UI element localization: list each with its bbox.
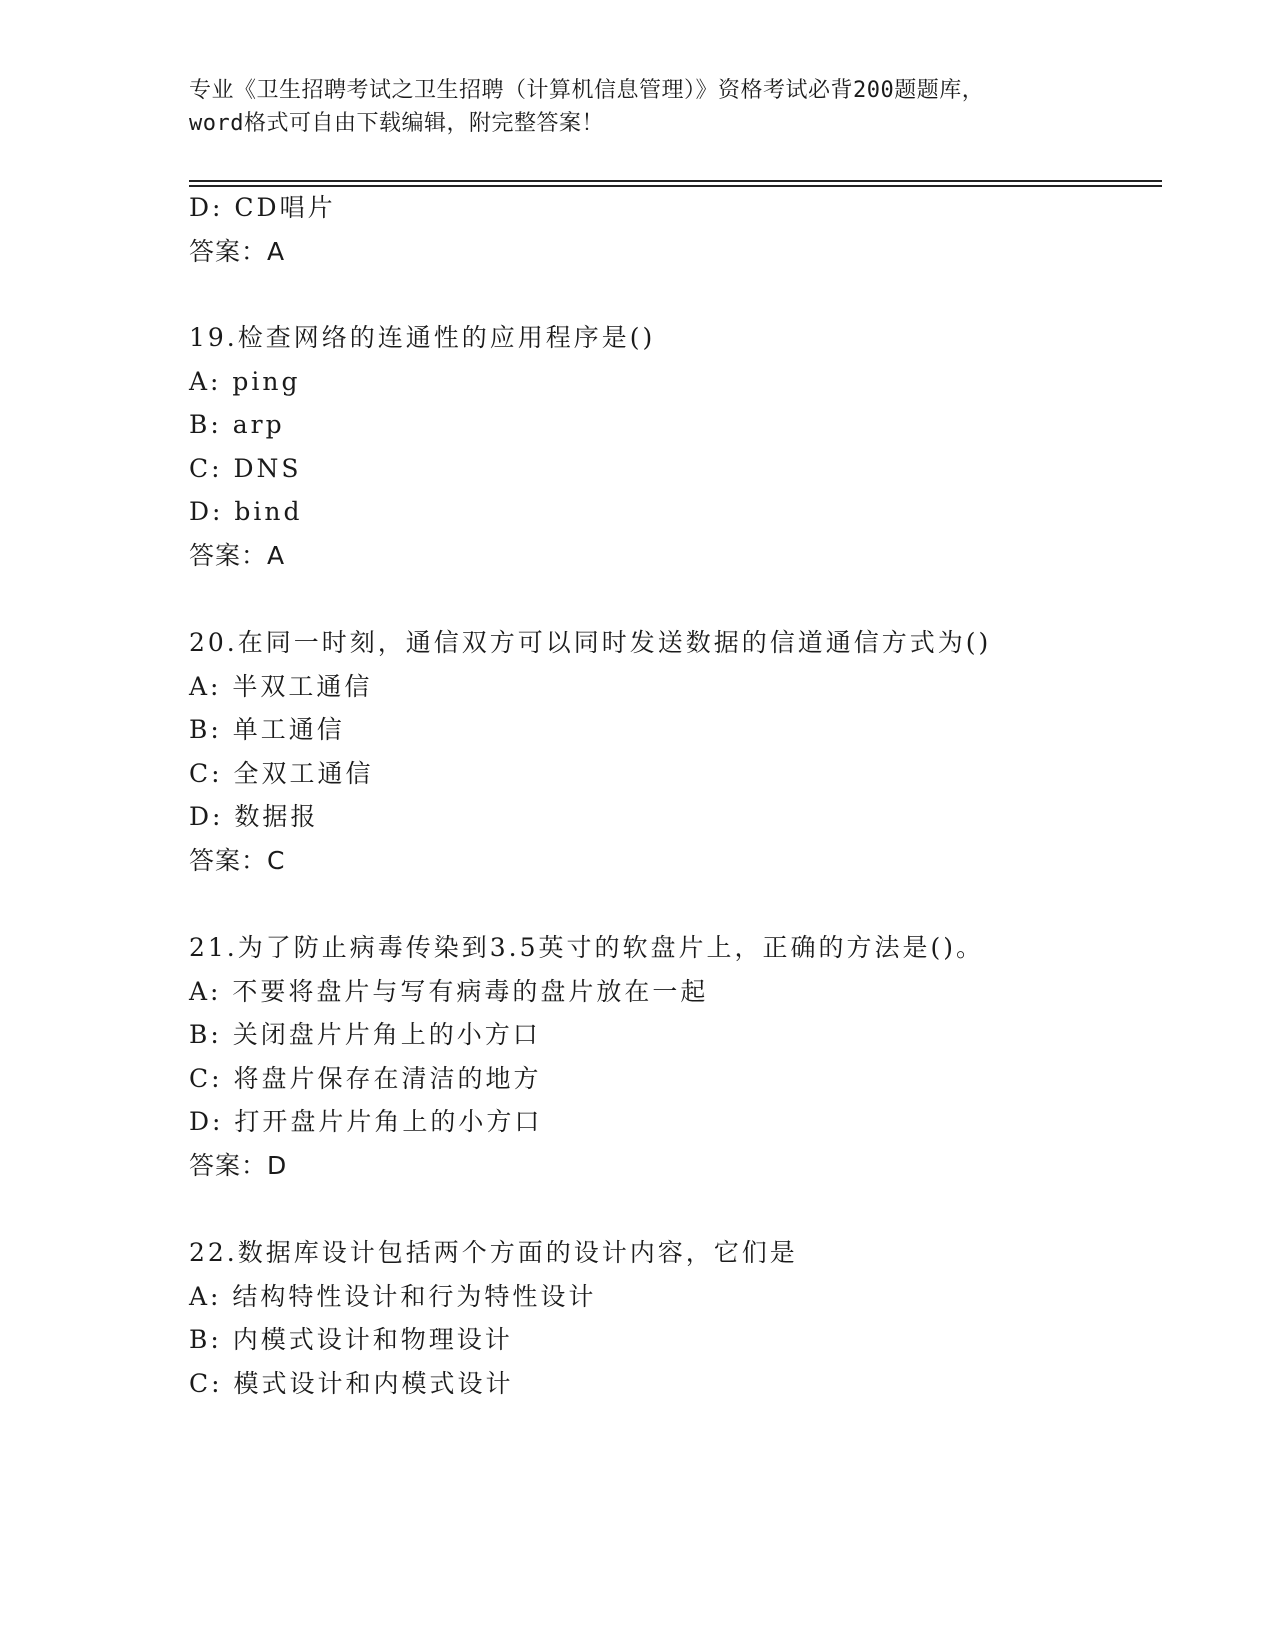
question-20-text: 20.在同一时刻，通信双方可以同时发送数据的信道通信方式为() xyxy=(189,628,992,657)
question-20-option-c: C: 全双工通信 xyxy=(189,759,374,788)
question-19-text: 19.检查网络的连通性的应用程序是() xyxy=(189,323,656,352)
document-header xyxy=(189,74,1089,140)
header-divider-bottom xyxy=(189,185,1162,187)
question-21-option-c: C: 将盘片保存在清洁的地方 xyxy=(189,1064,542,1093)
prev-answer: 答案：A xyxy=(189,237,286,266)
question-20-option-a: A: 半双工通信 xyxy=(189,672,373,701)
header-line-2: word格式可自由下载编辑，附完整答案！ xyxy=(189,111,604,136)
header-divider-top xyxy=(189,180,1162,182)
question-22-text: 22.数据库设计包括两个方面的设计内容，它们是 xyxy=(189,1238,798,1267)
header-line-1: 专业《卫生招聘考试之卫生招聘（计算机信息管理）》资格考试必背200题题库， xyxy=(189,78,985,103)
question-19-option-c: C: DNS xyxy=(189,454,302,483)
question-19-option-d: D: bind xyxy=(189,497,303,526)
question-22-option-b: B: 内模式设计和物理设计 xyxy=(189,1325,513,1354)
question-21-text: 21.为了防止病毒传染到3.5英寸的软盘片上，正确的方法是()。 xyxy=(189,933,985,962)
question-20-option-b: B: 单工通信 xyxy=(189,715,345,744)
question-19-option-a: A: ping xyxy=(189,367,301,396)
question-20-answer: 答案：C xyxy=(189,846,286,875)
question-21-option-a: A: 不要将盘片与写有病毒的盘片放在一起 xyxy=(189,977,709,1006)
question-19-option-b: B: arp xyxy=(189,410,285,439)
question-19-answer: 答案：A xyxy=(189,541,286,570)
prev-option-d: D: CD唱片 xyxy=(189,193,336,222)
question-20-option-d: D: 数据报 xyxy=(189,802,319,831)
question-21-option-b: B: 关闭盘片片角上的小方口 xyxy=(189,1020,541,1049)
question-21-option-d: D: 打开盘片片角上的小方口 xyxy=(189,1107,543,1136)
question-21-answer: 答案：D xyxy=(189,1151,288,1180)
question-22-option-c: C: 模式设计和内模式设计 xyxy=(189,1369,514,1398)
question-22-option-a: A: 结构特性设计和行为特性设计 xyxy=(189,1282,597,1311)
